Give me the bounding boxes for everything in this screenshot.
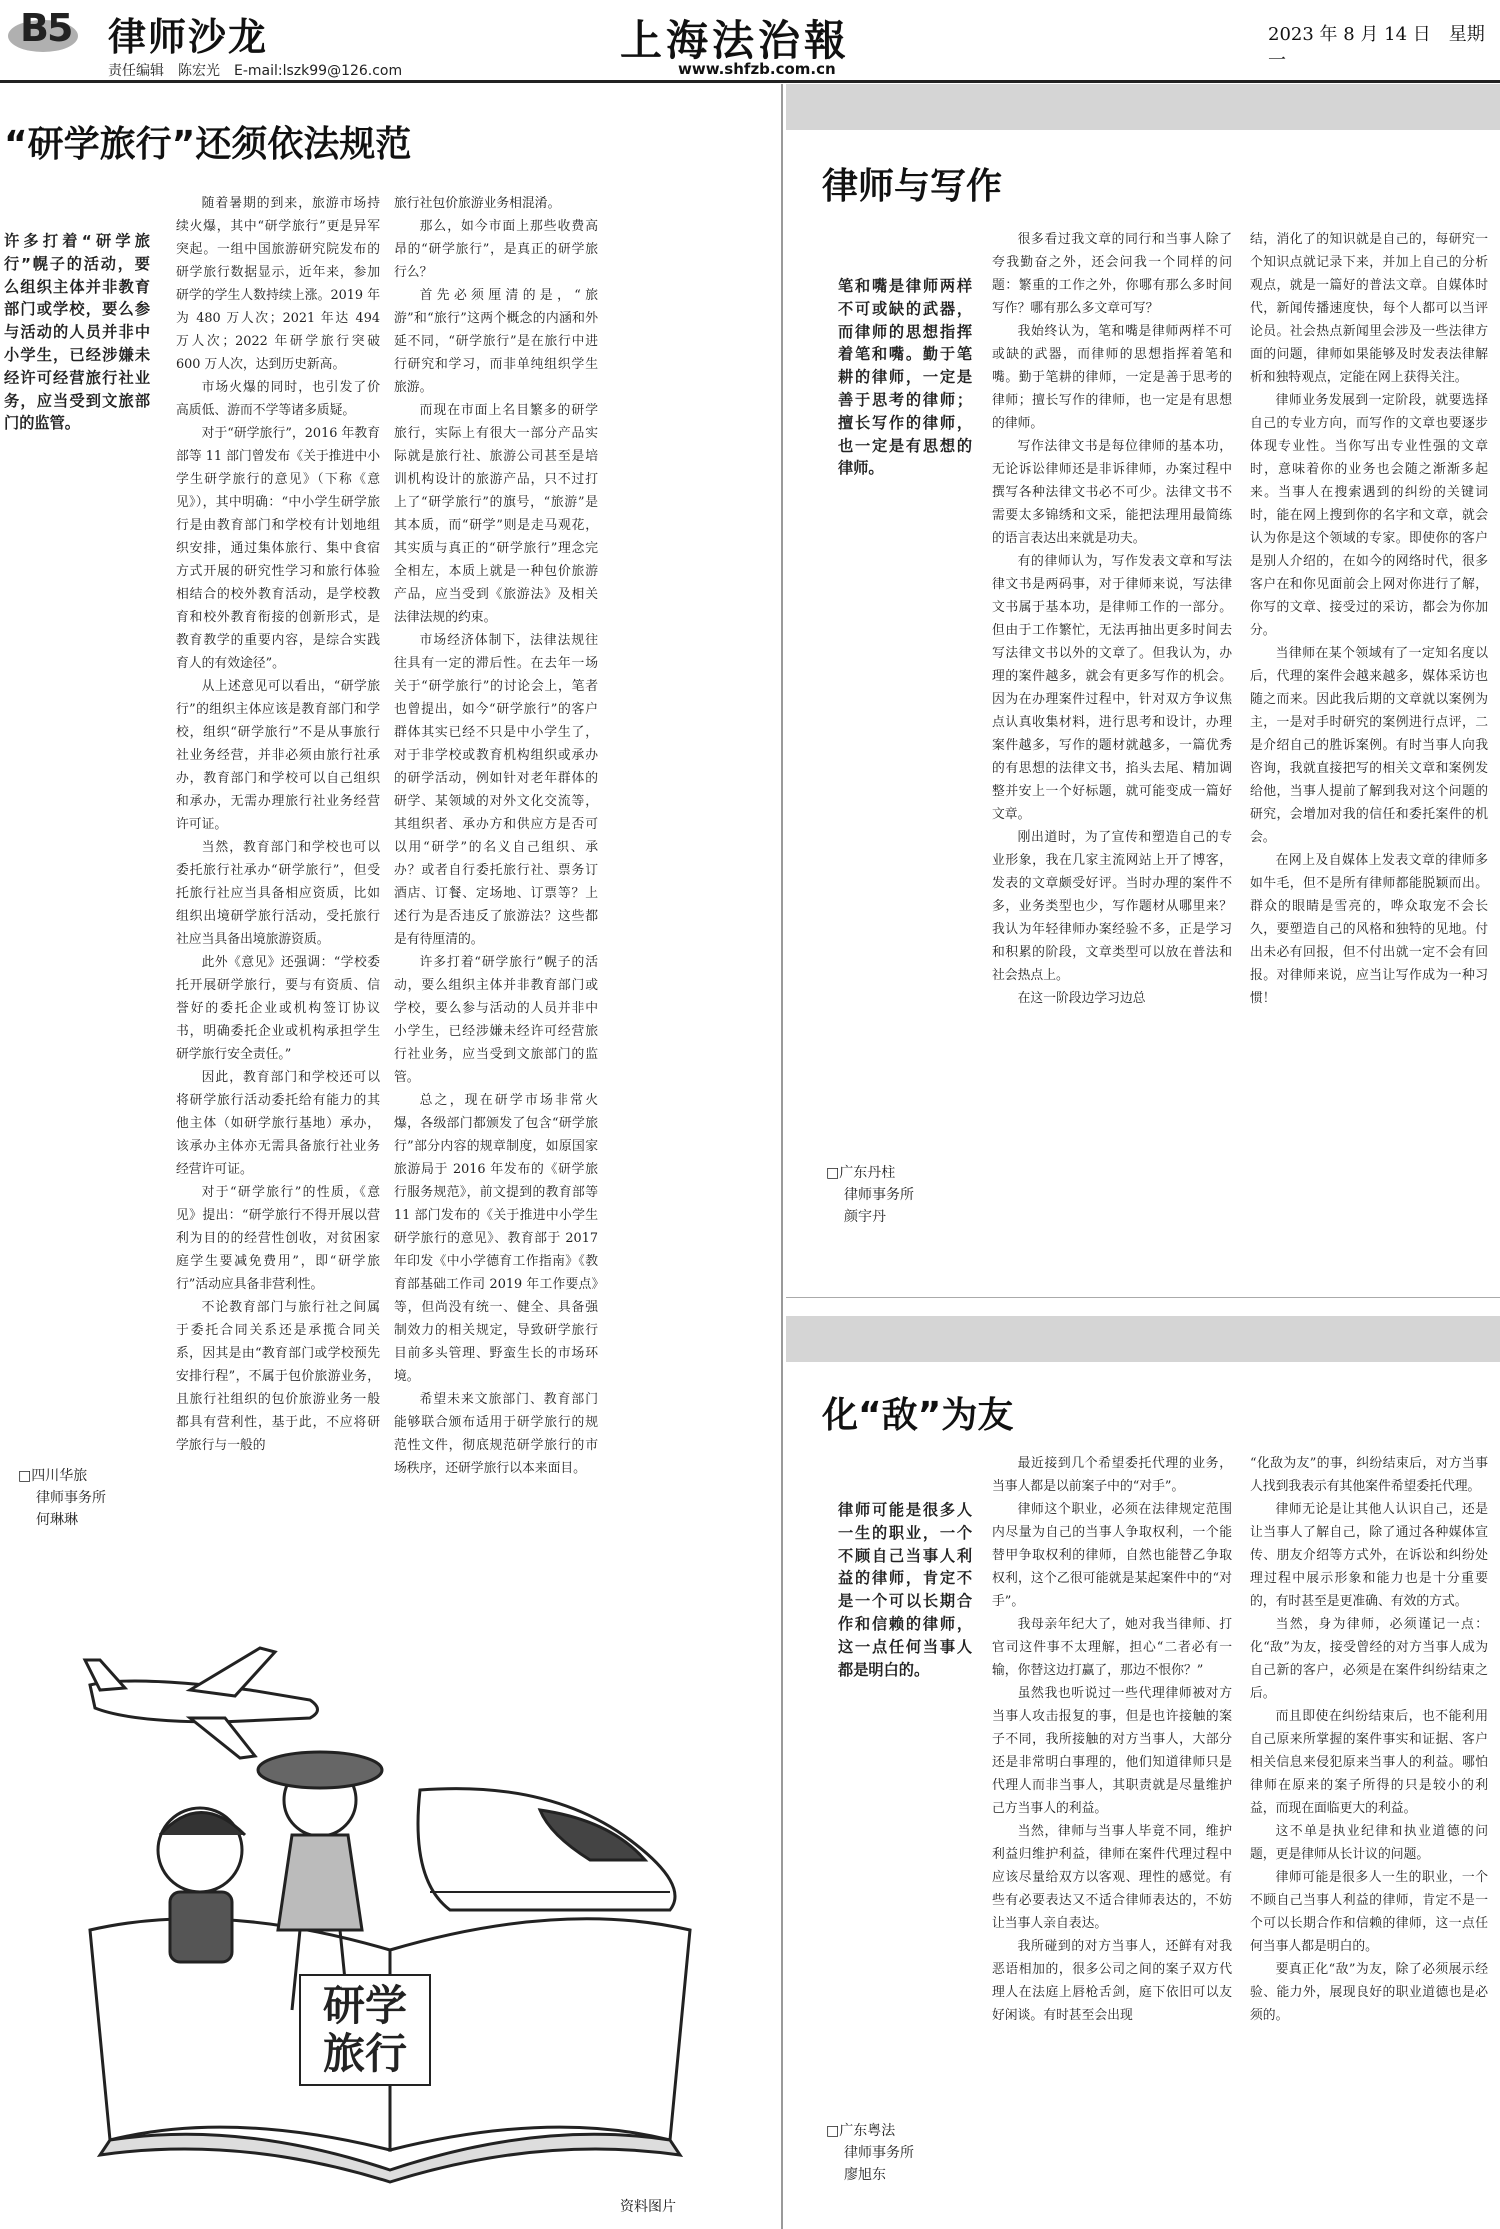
article1-body-col2: [394, 192, 598, 1480]
article2-byline: [826, 1162, 966, 1228]
body-paragraph: 我始终认为，笔和嘴是律师两样不可或缺的武器，而律师的思想指挥着笔和嘴。勤于笔耕的律师，一定是善于思考的律师；擅长写作的律师，也一定是有思想的律师。: [992, 324, 1232, 431]
article2-body-col2: [1250, 228, 1488, 1010]
article1-title: “研学旅行”还须依法规范: [4, 124, 412, 165]
byline-line: 何琳琳: [36, 1512, 78, 1528]
body-paragraph: 总之，现在研学市场非常火爆，各级部门都颁发了包含“研学旅行”部分内容的规章制度，如原国家旅游局于 2016 年发布的《研学旅行服务规范》，前文提到的教育部等 11 部门发布的《关于推进中小学生研学旅行的意见》、教育部于 2017 年印发《中小学德育工作指南》《教育部基础工作司 2019 年工作要点》等，但尚没有统一、健全、具备强制效力的相关规定，导致研学旅行目前多头管理、野蛮生长的市场环境。: [394, 1093, 598, 1384]
illustration: [70, 1630, 710, 2190]
byline-line: □广东粤法: [826, 2123, 896, 2139]
body-paragraph: 旅行社包价旅游业务相混淆。: [394, 196, 561, 211]
body-paragraph: 而且即使在纠纷结束后，也不能利用自己原来所掌握的案件事实和证据、客户相关信息来侵犯原来当事人的利益。哪怕律师在原来的案子所得的只是较小的利益，而现在面临更大的利益。: [1250, 1709, 1488, 1816]
body-paragraph: 这不单是执业纪律和执业道德的问题，更是律师从长计议的问题。: [1250, 1824, 1488, 1862]
article1-body-col1: [176, 192, 380, 1457]
article3-byline: [826, 2120, 966, 2186]
body-paragraph: “化敌为友”的事，纠纷结束后，对方当事人找到我表示有其他案件希望委托代理。: [1250, 1456, 1488, 1494]
article-separator: [786, 1297, 1500, 1298]
body-paragraph: 随着暑期的到来，旅游市场持续火爆，其中“研学旅行”更是异军突起。一组中国旅游研究院发布的研学旅行数据显示，近年来，参加研学的学生人数持续上涨。2019 年为 480 万人次；2021 年达 494 万人次；2022 年研学旅行突破 600 万人次，达到历史新高。: [176, 196, 380, 372]
body-paragraph: 那么，如今市面上那些收费高昂的“研学旅行”，是真正的研学旅行么？: [394, 219, 598, 280]
issue-date: 2023 年 8 月 14 日 星期一: [1268, 24, 1485, 71]
body-paragraph: 很多看过我文章的同行和当事人除了夸我勤奋之外，还会问我一个同样的问题：繁重的工作之外，你哪有那么多时间写作？哪有那么多文章可写？: [992, 232, 1232, 316]
body-paragraph: 虽然我也听说过一些代理律师被对方当事人攻击报复的事，但是也许接触的案子不同，我所接触的对方当事人，大部分还是非常明白事理的，他们知道律师只是代理人而非当事人，其职责就是尽量维护己方当事人的利益。: [992, 1686, 1232, 1816]
body-paragraph: 市场火爆的同时，也引发了价高质低、游而不学等诸多质疑。: [176, 380, 380, 418]
train-icon: [418, 1789, 675, 1910]
article3-body-col1: [992, 1452, 1232, 2027]
body-paragraph: 律师业务发展到一定阶段，就要选择自己的专业方向，而写作的文章也要逐步体现专业性。当你写出专业性强的文章时，意味着你的业务也会随之渐渐多起来。当事人在搜索遇到的纠纷的关键词时，能在网上搜到你的名字和文章，就会认为你是这个领域的专家。即使你的客户是别人介绍的，在如今的网络时代，很多客户在和你见面前会上网对你进行了解，你写的文章、接受过的采访，都会为你加分。: [1250, 393, 1488, 638]
body-paragraph: 在网上及自媒体上发表文章的律师多如牛毛，但不是所有律师都能脱颖而出。群众的眼睛是雪亮的，哗众取宠不会长久，要塑造自己的风格和独特的见地。付出未必有回报，但不付出就一定不会有回报。对律师来说，应当让写作成为一种习惯！: [1250, 853, 1488, 1006]
body-paragraph: 结，消化了的知识就是自己的，每研究一个知识点就记录下来，并加上自己的分析观点，就是一篇好的普法文章。自媒体时代，新闻传播速度快，每个人都可以当评论员。社会热点新闻里会涉及一些法律方面的问题，律师如果能够及时发表法律解析和独特观点，定能在网上获得关注。: [1250, 232, 1488, 385]
body-paragraph: 因此，教育部门和学校还可以将研学旅行活动委托给有能力的其他主体（如研学旅行基地）承办，该承办主体亦无需具备旅行社业务经营许可证。: [176, 1070, 380, 1177]
article3-top-bar: [786, 1316, 1500, 1362]
airplane-icon: [85, 1648, 318, 1758]
byline-line: 律师事务所: [844, 2145, 914, 2161]
body-paragraph: 在这一阶段边学习边总: [1017, 991, 1146, 1006]
body-paragraph: 我所碰到的对方当事人，还鲜有对我恶语相加的，很多公司之间的案子双方代理人在法庭上唇枪舌剑，庭下依旧可以友好闲谈。有时甚至会出现: [992, 1939, 1232, 2023]
body-paragraph: 律师这个职业，必须在法律规定范围内尽量为自己的当事人争取权利，一个能替甲争取权利的律师，自然也能替乙争取权利，这个乙很可能就是某起案件中的“对手”。: [992, 1502, 1232, 1609]
body-paragraph: 我母亲年纪大了，她对我当律师、打官司这件事不太理解，担心“二者必有一输，你替这边打赢了，那边不恨你？”: [992, 1617, 1232, 1678]
study-travel-illustration: [70, 1630, 710, 2190]
body-paragraph: 当然，律师与当事人毕竟不同，维护利益归维护利益，律师在案件代理过程中应该尽量给双方以客观、理性的感觉。有些有必要表达又不适合律师表达的，不妨让当事人亲自表达。: [992, 1824, 1232, 1931]
article1-byline: [18, 1465, 158, 1531]
body-paragraph: 刚出道时，为了宣传和塑造自己的专业形象，我在几家主流网站上开了博客，发表的文章颇受好评。当时办理的案件不多，业务类型也少，写作题材从哪里来？我认为年轻律师办案经验不多，正是学习和积累的阶段，文章类型可以放在普法和社会热点上。: [992, 830, 1232, 983]
body-paragraph: 律师可能是很多人一生的职业，一个不顾自己当事人利益的律师，肯定不是一个可以长期合作和信赖的律师，这一点任何当事人都是明白的。: [1250, 1870, 1488, 1954]
body-paragraph: 许多打着“研学旅行”幌子的活动，要么组织主体并非教育部门或学校，要么参与活动的人员并非中小学生，已经涉嫌未经许可经营旅行社业务，应当受到文旅部门的监管。: [394, 955, 598, 1085]
site-url: www.shfzb.com.cn: [678, 60, 836, 78]
image-caption: 资料图片: [620, 2199, 676, 2215]
body-paragraph: 最近接到几个希望委托代理的业务，当事人都是以前案子中的“对手”。: [992, 1456, 1232, 1494]
body-paragraph: 有的律师认为，写作发表文章和写法律文书是两码事，对于律师来说，写法律文书属于基本功，是律师工作的一部分。但由于工作繁忙，无法再抽出更多时间去写法律文书以外的文章了。但我认为，办理的案件越多，就会有更多写作的机会。因为在办理案件过程中，针对双方争议焦点认真收集材料，进行思考和设计，办理案件越多，写作的题材就越多，一篇优秀的有思想的法律文书，掐头去尾、精加调整并安上一个好标题，就可能变成一篇好文章。: [992, 554, 1232, 822]
body-paragraph: 当律师在某个领域有了一定知名度以后，代理的案件会越来越多，媒体采访也随之而来。因此我后期的文章就以案例为主，一是对手时研究的案例进行点评，二是介绍自己的胜诉案例。有时当事人向我咨询，我就直接把写的相关文章和案例发给他，当事人提前了解到我对这个问题的研究，会增加对我的信任和委托案件的机会。: [1250, 646, 1488, 845]
body-paragraph: 写作法律文书是每位律师的基本功，无论诉讼律师还是非诉律师，办案过程中撰写各种法律文书必不可少。法律文书不需要太多锦绣和文采，能把法理用最简练的语言表达出来就是功夫。: [992, 439, 1232, 546]
body-paragraph: 此外《意见》还强调：“学校委托开展研学旅行，要与有资质、信誉好的委托企业或机构签订协议书，明确委托企业或机构承担学生研学旅行安全责任。”: [176, 955, 380, 1062]
article2-title: 律师与写作: [822, 166, 1003, 207]
masthead-logo: 上海法治報: [620, 16, 851, 65]
body-paragraph: 律师无论是让其他人认识自己，还是让当事人了解自己，除了通过各种媒体宣传、朋友介绍等方式外，在诉讼和纠纷处理过程中展示形象和能力也是十分重要的，有时甚至是更准确、有效的方式。: [1250, 1502, 1488, 1609]
article2-body-col1: [992, 228, 1232, 1010]
byline-line: □四川华旅: [18, 1468, 88, 1484]
article1-lead: 许多打着“研学旅行”幌子的活动，要么组织主体并非教育部门或学校，要么参与活动的人员并非中小学生，已经涉嫌未经许可经营旅行社业务，应当受到文旅部门的监管。: [4, 232, 150, 433]
illustration-text: 研学旅行: [322, 1981, 407, 2078]
body-paragraph: 当然，教育部门和学校也可以委托旅行社承办“研学旅行”，但受托旅行社应当具备相应资质，比如组织出境研学旅行活动，受托旅行社应当具备出境旅游资质。: [176, 840, 380, 947]
body-paragraph: 而现在市面上名目繁多的研学旅行，实际上有很大一部分产品实际就是旅行社、旅游公司甚至是培训机构设计的旅游产品，只不过打上了“研学旅行”的旗号，“旅游”是其本质，而“研学”则是走马观花，其实质与真正的“研学旅行”理念完全相左，本质上就是一种包价旅游产品，应当受到《旅游法》及相关法律法规的约束。: [394, 403, 598, 625]
column-divider: [781, 84, 783, 2229]
body-paragraph: 市场经济体制下，法律法规往往具有一定的滞后性。在去年一场关于“研学旅行”的讨论会上，笔者也曾提出，如今“研学旅行”的客户群体其实已经不只是中小学生了，对于非学校或教育机构组织或承办的研学活动，例如针对老年群体的研学、某领域的对外文化交流等，其组织者、承办方和供应方是否可以用“研学”的名义自己组织、承办？或者自行委托旅行社、票务订酒店、订餐、定场地、订票等？上述行为是否违反了旅游法？这些都是有待厘清的。: [394, 633, 598, 947]
body-paragraph: 对于“研学旅行”的性质，《意见》提出：“研学旅行不得开展以营利为目的的经营性创收，对贫困家庭学生要减免费用”，即“研学旅行”活动应具备非营利性。: [176, 1185, 380, 1292]
body-paragraph: 对于“研学旅行”，2016 年教育部等 11 部门曾发布《关于推进中小学生研学旅行的意见》（下称《意见》），其中明确：“中小学生研学旅行是由教育部门和学校有计划地组织安排，通过集体旅行、集中食宿方式开展的研究性学习和旅行体验相结合的校外教育活动，是学校教育和校外教育衔接的创新形式，是教育教学的重要内容，是综合实践育人的有效途径”。: [176, 426, 380, 671]
byline-line: 廖旭东: [844, 2167, 886, 2183]
body-paragraph: 不论教育部门与旅行社之间属于委托合同关系还是承揽合同关系，因其是由“教育部门或学校预先安排行程”，不属于包价旅游业务，且旅行社组织的包价旅游业务一般都具有营利性，基于此，不应将研学旅行与一般的: [176, 1300, 380, 1453]
body-paragraph: 要真正化“敌”为友，除了必须展示经验、能力外，展现良好的职业道德也是必须的。: [1250, 1962, 1488, 2023]
byline-line: 颜宇丹: [844, 1209, 886, 1225]
editor-line: 责任编辑 陈宏光 E-mail:lszk99@126.com: [108, 63, 403, 79]
body-paragraph: 首先必须厘清的是，“旅游”和“旅行”这两个概念的内涵和外延不同，“研学旅行”是在旅行中进行研究和学习，而非单纯组织学生旅游。: [394, 288, 598, 395]
header-rule: [0, 80, 1500, 83]
body-paragraph: 当然，身为律师，必须谨记一点：化“敌”为友，接受曾经的对方当事人成为自己新的客户，必须是在案件纠纷结束之后。: [1250, 1617, 1488, 1701]
section-title: 律师沙龙: [108, 15, 269, 59]
article2-lead: 笔和嘴是律师两样不可或缺的武器，而律师的思想指挥着笔和嘴。勤于笔耕的律师，一定是善于思考的律师；擅长写作的律师，也一定是有思想的律师。: [838, 277, 972, 478]
body-paragraph: 从上述意见可以看出，“研学旅行”的组织主体应该是教育部门和学校，组织“研学旅行”不是从事旅行社业务经营，并非必须由旅行社承办，教育部门和学校可以自己组织和承办，无需办理旅行社业务经营许可证。: [176, 679, 380, 832]
article3-lead: 律师可能是很多人一生的职业，一个不顾自己当事人利益的律师，肯定不是一个可以长期合作和信赖的律师，这一点任何当事人都是明白的。: [838, 1501, 972, 1679]
article3-body-col2: [1250, 1452, 1488, 2027]
body-paragraph: 希望未来文旅部门、教育部门能够联合颁布适用于研学旅行的规范性文件，彻底规范研学旅行的市场秩序，还研学旅行以本来面目。: [394, 1392, 598, 1476]
page-badge: B5: [8, 6, 78, 52]
article2-top-bar: [786, 84, 1500, 130]
byline-line: □广东丹柱: [826, 1165, 896, 1181]
byline-line: 律师事务所: [36, 1490, 106, 1506]
article3-title: 化“敌”为友: [822, 1395, 1014, 1436]
byline-line: 律师事务所: [844, 1187, 914, 1203]
